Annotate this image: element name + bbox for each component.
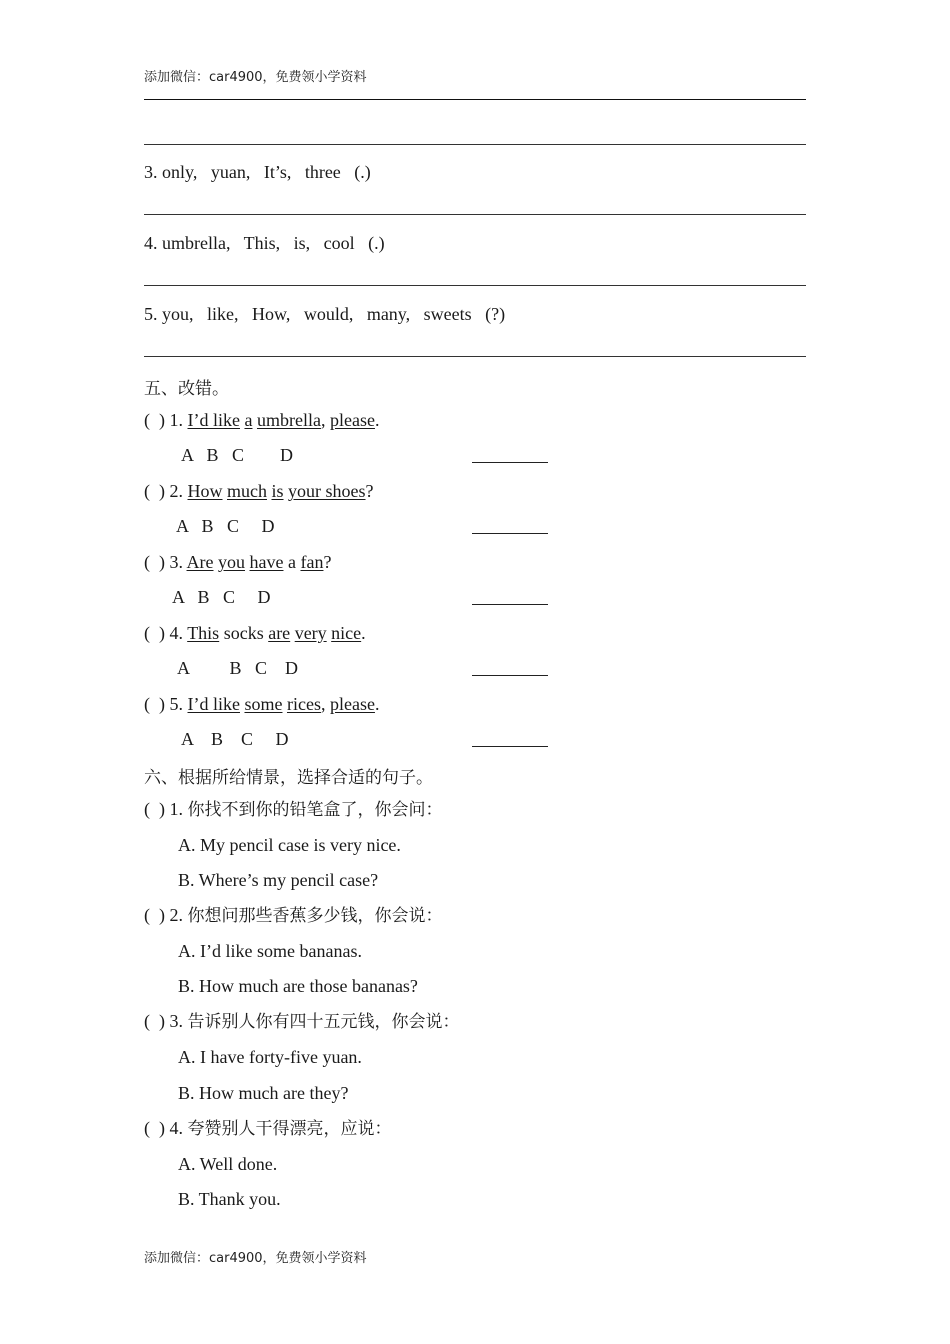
option-letters: A B C D [172, 587, 271, 607]
answer-line [144, 356, 806, 357]
item-number: 5. [144, 304, 158, 324]
error-question-2 [144, 480, 374, 502]
answer-paren: ( ) [144, 481, 165, 501]
question-prompt: 告诉别人你有四十五元钱，你会说： [187, 1012, 460, 1032]
error-question-5 [144, 693, 379, 715]
correction-blank [472, 675, 548, 676]
answer-line [144, 144, 806, 145]
reorder-item-3 [144, 161, 371, 183]
choice-b: B. How much are those bananas? [178, 976, 418, 996]
answer-paren: ( ) [144, 694, 165, 714]
situation-question-2 [144, 904, 443, 927]
option-letters: A B C D [177, 658, 299, 678]
choice-a: A. I’d like some bananas. [178, 941, 362, 961]
option-a-text: This [187, 623, 220, 643]
item-words: you, like, How, would, many, sweets (?) [162, 304, 506, 324]
option-b-text: you [218, 552, 245, 572]
question-number: 1. [169, 799, 183, 819]
answer-paren: ( ) [144, 552, 165, 572]
option-d-text: your shoes [288, 481, 366, 501]
situation-question-1 [144, 798, 443, 821]
option-d-text: please [329, 694, 375, 714]
section-title-correct-errors: 五、改错。 [144, 379, 229, 399]
gap: socks [219, 623, 269, 643]
punct: . [361, 623, 366, 643]
error-question-3 [144, 551, 331, 573]
situation-question-3 [144, 1010, 460, 1033]
question-number: 1. [169, 410, 183, 430]
answer-paren: ( ) [144, 1011, 165, 1031]
option-letters: A B C D [176, 516, 275, 536]
option-a-text: How [187, 481, 223, 501]
correction-blank [472, 533, 548, 534]
answer-paren: ( ) [144, 905, 165, 925]
option-c-text: rices [286, 694, 321, 714]
option-a-text: I’d like [187, 694, 240, 714]
item-number: 4. [144, 233, 158, 253]
choice-b: B. Where’s my pencil case? [178, 870, 379, 890]
choice-a: A. I have forty-five yuan. [178, 1047, 362, 1067]
choice-b: B. Thank you. [178, 1189, 281, 1209]
option-d-text: please [329, 410, 375, 430]
choice-a: A. Well done. [178, 1154, 278, 1174]
option-b-text: are [268, 623, 291, 643]
punct: ? [365, 481, 374, 501]
punct: . [374, 410, 380, 430]
option-b-text: some [244, 694, 283, 714]
option-letters: A B C D [181, 445, 294, 465]
question-number: 4. [169, 1118, 183, 1138]
question-prompt: 夸赞别人干得漂亮，应说： [187, 1119, 392, 1139]
question-prompt: 你想问那些香蕉多少钱，你会说： [187, 906, 443, 926]
question-number: 2. [169, 905, 183, 925]
error-question-1 [144, 409, 379, 431]
situation-question-4 [144, 1117, 392, 1140]
answer-paren: ( ) [144, 1118, 165, 1138]
header-rule [144, 99, 806, 100]
choice-b: B. How much are they? [178, 1083, 349, 1103]
gap: , [320, 410, 330, 430]
gap: a [283, 552, 301, 572]
option-a-text: Are [186, 552, 214, 572]
section-title-situational: 六、根据所给情景，选择合适的句子。 [144, 768, 433, 788]
option-d-text: nice [331, 623, 362, 643]
page-footer: 添加微信：car4900，免费领小学资料 [144, 1251, 367, 1266]
option-b-text: much [227, 481, 267, 501]
option-c-text: have [249, 552, 284, 572]
punct: ? [323, 552, 332, 572]
option-c-text: umbrella [256, 410, 321, 430]
correction-blank [472, 604, 548, 605]
option-d-text: fan [300, 552, 324, 572]
correction-blank [472, 746, 548, 747]
item-words: only, yuan, It’s, three (.) [162, 162, 371, 182]
answer-line [144, 214, 806, 215]
reorder-item-5 [144, 303, 505, 325]
question-number: 3. [169, 552, 183, 572]
punct: . [374, 694, 380, 714]
answer-paren: ( ) [144, 623, 165, 643]
error-question-4 [144, 622, 366, 644]
answer-paren: ( ) [144, 410, 165, 430]
option-c-text: is [271, 481, 284, 501]
question-number: 3. [169, 1011, 183, 1031]
option-letters: A B C D [181, 729, 289, 749]
correction-blank [472, 462, 548, 463]
page-header: 添加微信：car4900，免费领小学资料 [144, 70, 367, 85]
option-b-text: a [244, 410, 253, 430]
option-a-text: I’d like [187, 410, 240, 430]
question-prompt: 你找不到你的铅笔盒了，你会问： [187, 800, 443, 820]
question-number: 2. [169, 481, 183, 501]
item-words: umbrella, This, is, cool (.) [162, 233, 385, 253]
question-number: 5. [169, 694, 183, 714]
option-c-text: very [294, 623, 327, 643]
reorder-item-4 [144, 232, 385, 254]
item-number: 3. [144, 162, 158, 182]
question-number: 4. [169, 623, 183, 643]
answer-line [144, 285, 806, 286]
gap: , [320, 694, 330, 714]
choice-a: A. My pencil case is very nice. [178, 835, 401, 855]
answer-paren: ( ) [144, 799, 165, 819]
